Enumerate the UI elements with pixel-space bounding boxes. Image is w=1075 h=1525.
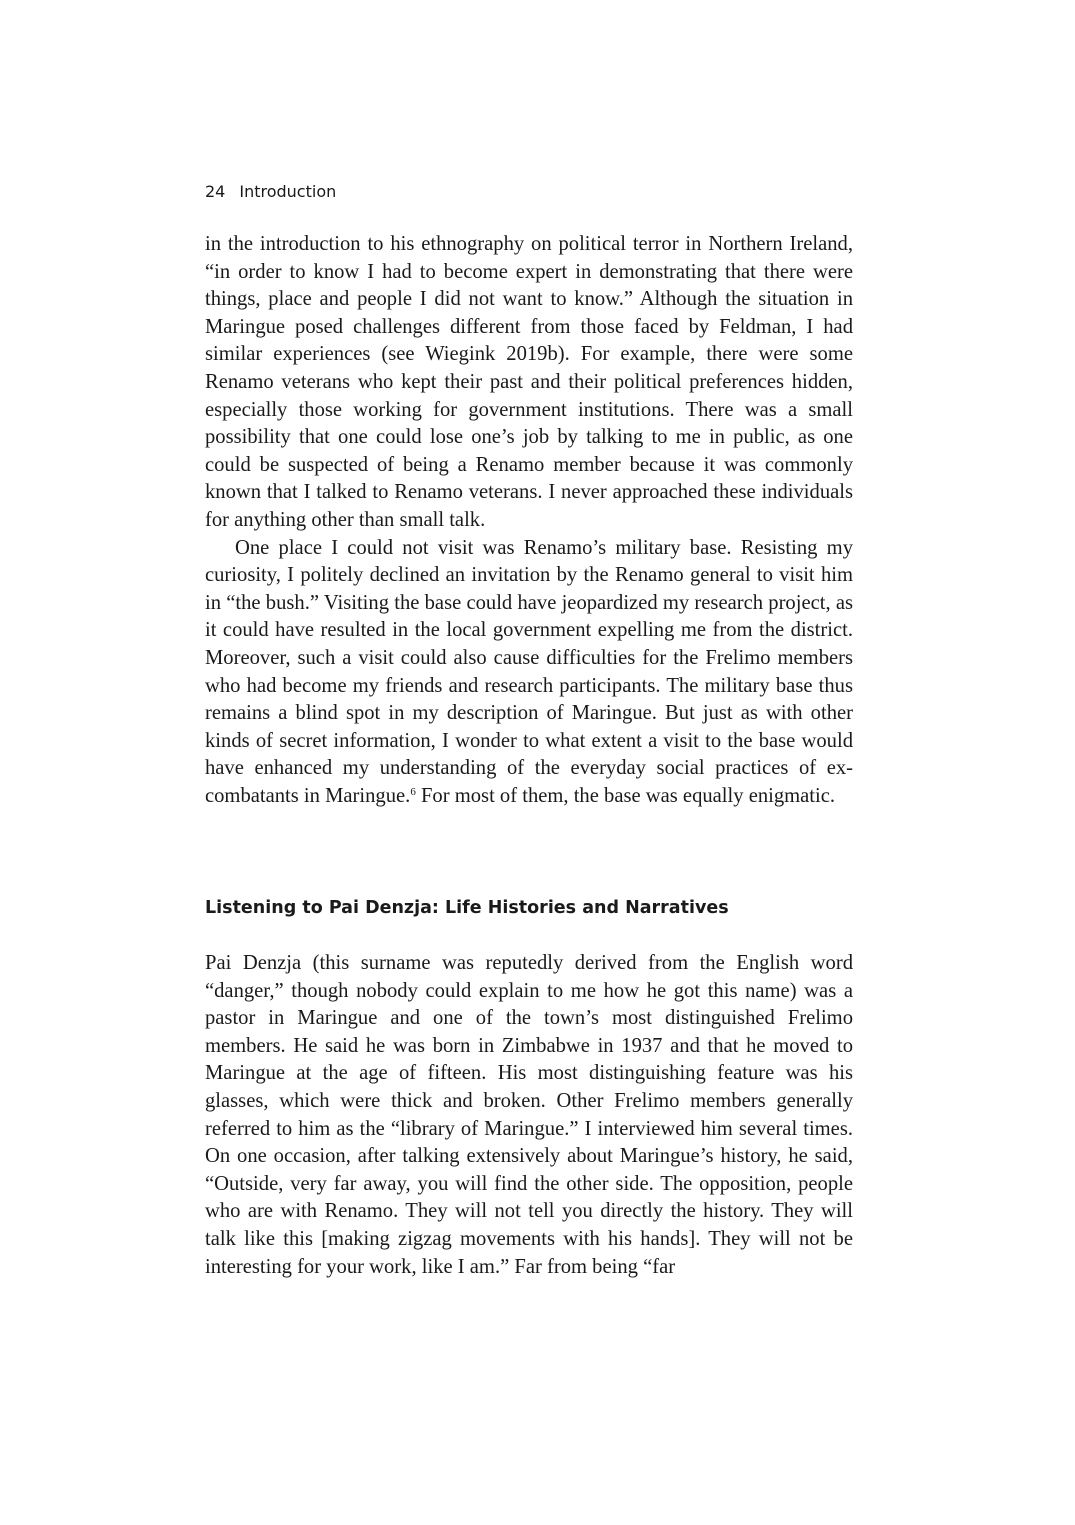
paragraph-text: For most of them, the base was equally enigmatic. bbox=[415, 784, 836, 807]
text-block-bottom bbox=[205, 950, 853, 1281]
text-block-top bbox=[205, 231, 853, 810]
section-heading: Listening to Pai Denzja: Life Histories and Narratives bbox=[205, 898, 729, 918]
paragraph: Pai Denzja (this surname was reputedly derived from the English word “danger,” though nobody could explain to me how he got this name) was a pastor in Maringue and one of the town’s most distinguished Frelimo members. He said he was born in Zimbabwe in 1937 and that he moved to Maringue at the age of fifteen. His most distinguishing feature was his glasses, which were thick and broken. Other Frelimo members generally referred to him as the “library of Maringue.” I interviewed him several times. On one occasion, after talking extensively about Maringue’s history, he said, “Outside, very far away, you will find the other side. The opposition, people who are with Renamo. They will not tell you directly the history. They will talk like this [making zigzag movements with his hands]. They will not be interesting for your work, like I am.” Far from being “far bbox=[205, 952, 853, 1278]
running-title: Introduction bbox=[239, 182, 337, 201]
paragraph bbox=[205, 535, 853, 811]
paragraph: in the introduction to his ethnography on political terror in Northern Ireland, “in order to know I had to become expert in demonstrating that there were things, place and people I did not want to know.” Although the situation in Maringue posed challenges different from those faced by Feldman, I had similar experiences (see Wiegink 2019b). For example, there were some Renamo veterans who kept their past and their political preferences hidden, especially those working for government institutions. There was a small possibility that one could lose one’s job by talking to me in public, as one could be suspected of being a Renamo member because it was commonly known that I talked to Renamo veterans. I never approached these individuals for anything other than small talk. bbox=[205, 233, 853, 531]
paragraph-text: One place I could not visit was Renamo’s military base. Resisting my curiosity, I politely declined an invitation by the Renamo general to visit him in “the bush.” Visiting the base could have jeopardized my research project, as it could have resulted in the local government expelling me from the district. Moreover, such a visit could also cause difficulties for the Frelimo members who had become my friends and research participants. The military base thus remains a blind spot in my description of Maringue. But just as with other kinds of secret information, I wonder to what extent a visit to the base would have enhanced my understanding of the everyday social practices of ex-combatants in Maringue. bbox=[205, 536, 853, 807]
page-number: 24 bbox=[205, 182, 226, 201]
running-head bbox=[205, 181, 336, 203]
footnote-marker[interactable]: 6 bbox=[410, 785, 416, 798]
